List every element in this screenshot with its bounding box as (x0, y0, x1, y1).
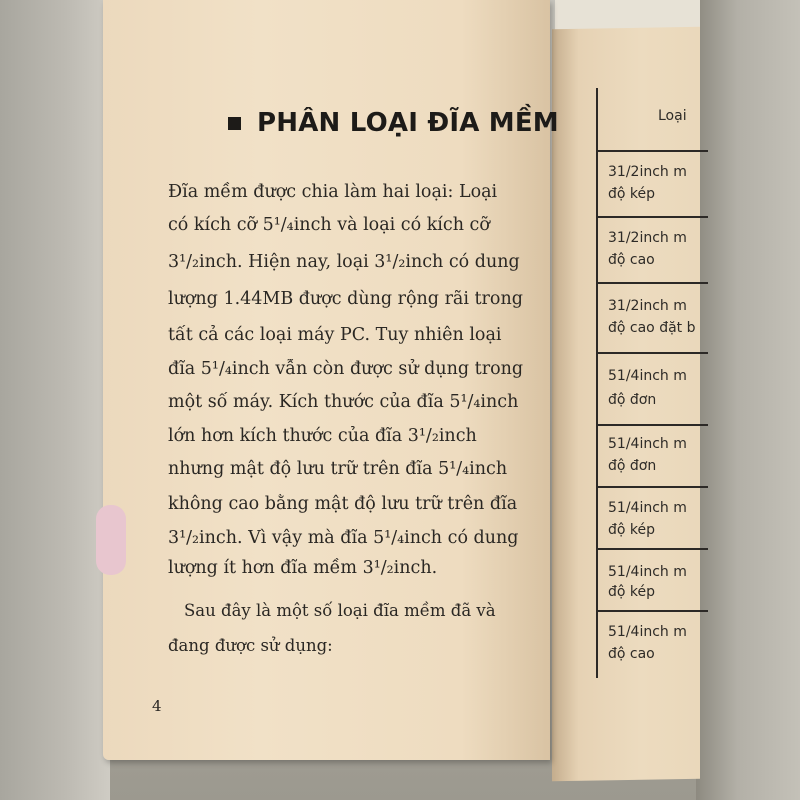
body-line (168, 215, 616, 240)
floppy-types-table (596, 88, 708, 678)
row-line1: 31/2inch m (608, 164, 687, 180)
table-row (598, 610, 708, 678)
body-line-text: Sau đây là một số loại đĩa mềm đã và (184, 601, 496, 620)
row-line2: độ cao (608, 252, 655, 268)
body-line-text: một số máy. Kích thước của đĩa 5¹/₄inch (168, 392, 519, 412)
row-line1: 51/4inch m (608, 368, 687, 384)
body-line (168, 426, 616, 451)
body-line-text: có kích cỡ 5¹/₄inch và loại có kích cỡ (168, 215, 490, 235)
row-line2: độ cao (608, 646, 655, 662)
table-row (598, 216, 708, 284)
row-line2: độ cao đặt b (608, 320, 696, 336)
page-number: 4 (152, 697, 162, 715)
body-line (168, 359, 616, 384)
body-line (168, 182, 616, 207)
left-background (0, 0, 110, 800)
body-line (168, 289, 616, 314)
body-line-text: 3¹/₂inch. Vì vậy mà đĩa 5¹/₄inch có dung (168, 528, 519, 548)
body-line-text: 3¹/₂inch. Hiện nay, loại 3¹/₂inch có dung (168, 252, 520, 272)
table-row (598, 150, 708, 218)
row-line1: 51/4inch m (608, 436, 687, 452)
table-header-label: Loại (658, 108, 687, 124)
body-line-text: lớn hơn kích thước của đĩa 3¹/₂inch (168, 426, 477, 446)
row-line1: 51/4inch m (608, 564, 687, 580)
body-line (168, 252, 616, 277)
table-row (598, 486, 708, 550)
body-line (184, 601, 632, 624)
row-line2: độ kép (608, 522, 656, 538)
body-line-text: Đĩa mềm được chia làm hai loại: Loại (168, 182, 498, 202)
body-line (168, 325, 616, 350)
table-row (598, 424, 708, 488)
table-row (598, 352, 708, 426)
body-line-text: đang được sử dụng: (168, 636, 333, 655)
bullet-square-icon (228, 117, 241, 130)
row-line1: 51/4inch m (608, 500, 687, 516)
right-background (696, 0, 800, 800)
row-line1: 31/2inch m (608, 298, 687, 314)
row-line2: độ đơn (608, 458, 657, 474)
table-header-cell (598, 88, 708, 150)
body-line-text: tất cả các loại máy PC. Tuy nhiên loại (168, 325, 502, 345)
body-line (168, 558, 616, 583)
body-line-text: lượng ít hơn đĩa mềm 3¹/₂inch. (168, 558, 438, 578)
body-line (168, 392, 616, 417)
body-line (168, 528, 616, 553)
section-heading (228, 108, 559, 138)
underlying-book-cover (555, 0, 700, 30)
finger (96, 505, 126, 575)
body-line-text: không cao bằng mật độ lưu trữ trên đĩa (168, 494, 518, 514)
heading-text: PHÂN LOẠI ĐĨA MỀM (257, 108, 559, 138)
body-line-text: đĩa 5¹/₄inch vẫn còn được sử dụng trong (168, 359, 524, 379)
table-row (598, 548, 708, 612)
table-row (598, 282, 708, 354)
body-line (168, 636, 616, 659)
body-line (168, 459, 616, 484)
row-line1: 31/2inch m (608, 230, 687, 246)
row-line2: độ kép (608, 186, 656, 202)
row-line1: 51/4inch m (608, 624, 687, 640)
body-line-text: nhưng mật độ lưu trữ trên đĩa 5¹/₄inch (168, 459, 508, 479)
body-line (168, 494, 616, 519)
row-line2: độ kép (608, 584, 656, 600)
body-line-text: lượng 1.44MB được dùng rộng rãi trong (168, 289, 523, 309)
row-line2: độ đơn (608, 392, 657, 408)
